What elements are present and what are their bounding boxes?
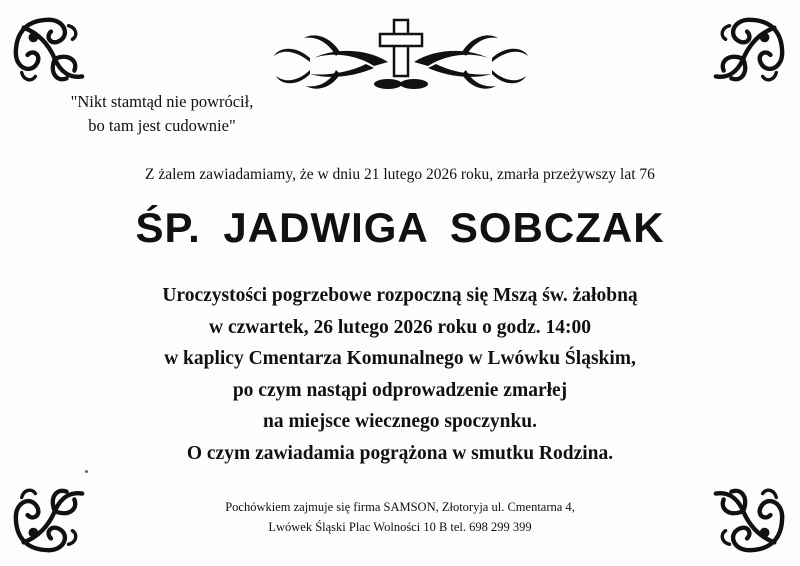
corner-flourish-icon <box>710 14 788 92</box>
footer-line: Lwówek Śląski Plac Wolności 10 B tel. 698 299 399 <box>268 520 532 534</box>
corner-flourish-icon <box>10 14 88 92</box>
ceremony-line: w kaplicy Cmentarza Komunalnego w Lwówku Śląskim, <box>164 348 636 369</box>
ceremony-line: w czwartek, 26 lutego 2026 roku o godz. 14:00 <box>208 316 592 338</box>
memorial-quote <box>32 90 292 138</box>
deceased-name: ŚP. JADWIGA SOBCZAK <box>135 204 665 251</box>
announcement-intro: Z żalem zawiadamiamy, że w dniu 21 lutego 2026 roku, zmarła przeżywszy lat 76 <box>145 166 655 183</box>
print-speck <box>85 470 88 473</box>
quote-line: bo tam jest cudownie" <box>88 116 236 135</box>
quote-line: "Nikt stamtąd nie powrócił, <box>70 92 254 111</box>
cross-with-flourish-icon <box>270 18 532 94</box>
footer-line: Pochówkiem zajmuje się firma SAMSON, Złotoryja ul. Cmentarna 4, <box>225 500 575 514</box>
ceremony-line: O czym zawiadamia pogrążona w smutku Rodzina. <box>186 442 614 464</box>
ceremony-line: Uroczystości pogrzebowe rozpoczną się Mszą św. żałobną <box>162 285 638 306</box>
funeral-home-info <box>0 497 800 537</box>
ceremony-details <box>0 280 800 469</box>
ceremony-line: po czym nastąpi odprowadzenie zmarłej <box>232 379 568 401</box>
ceremony-line: na miejsce wiecznego spoczynku. <box>262 411 538 432</box>
